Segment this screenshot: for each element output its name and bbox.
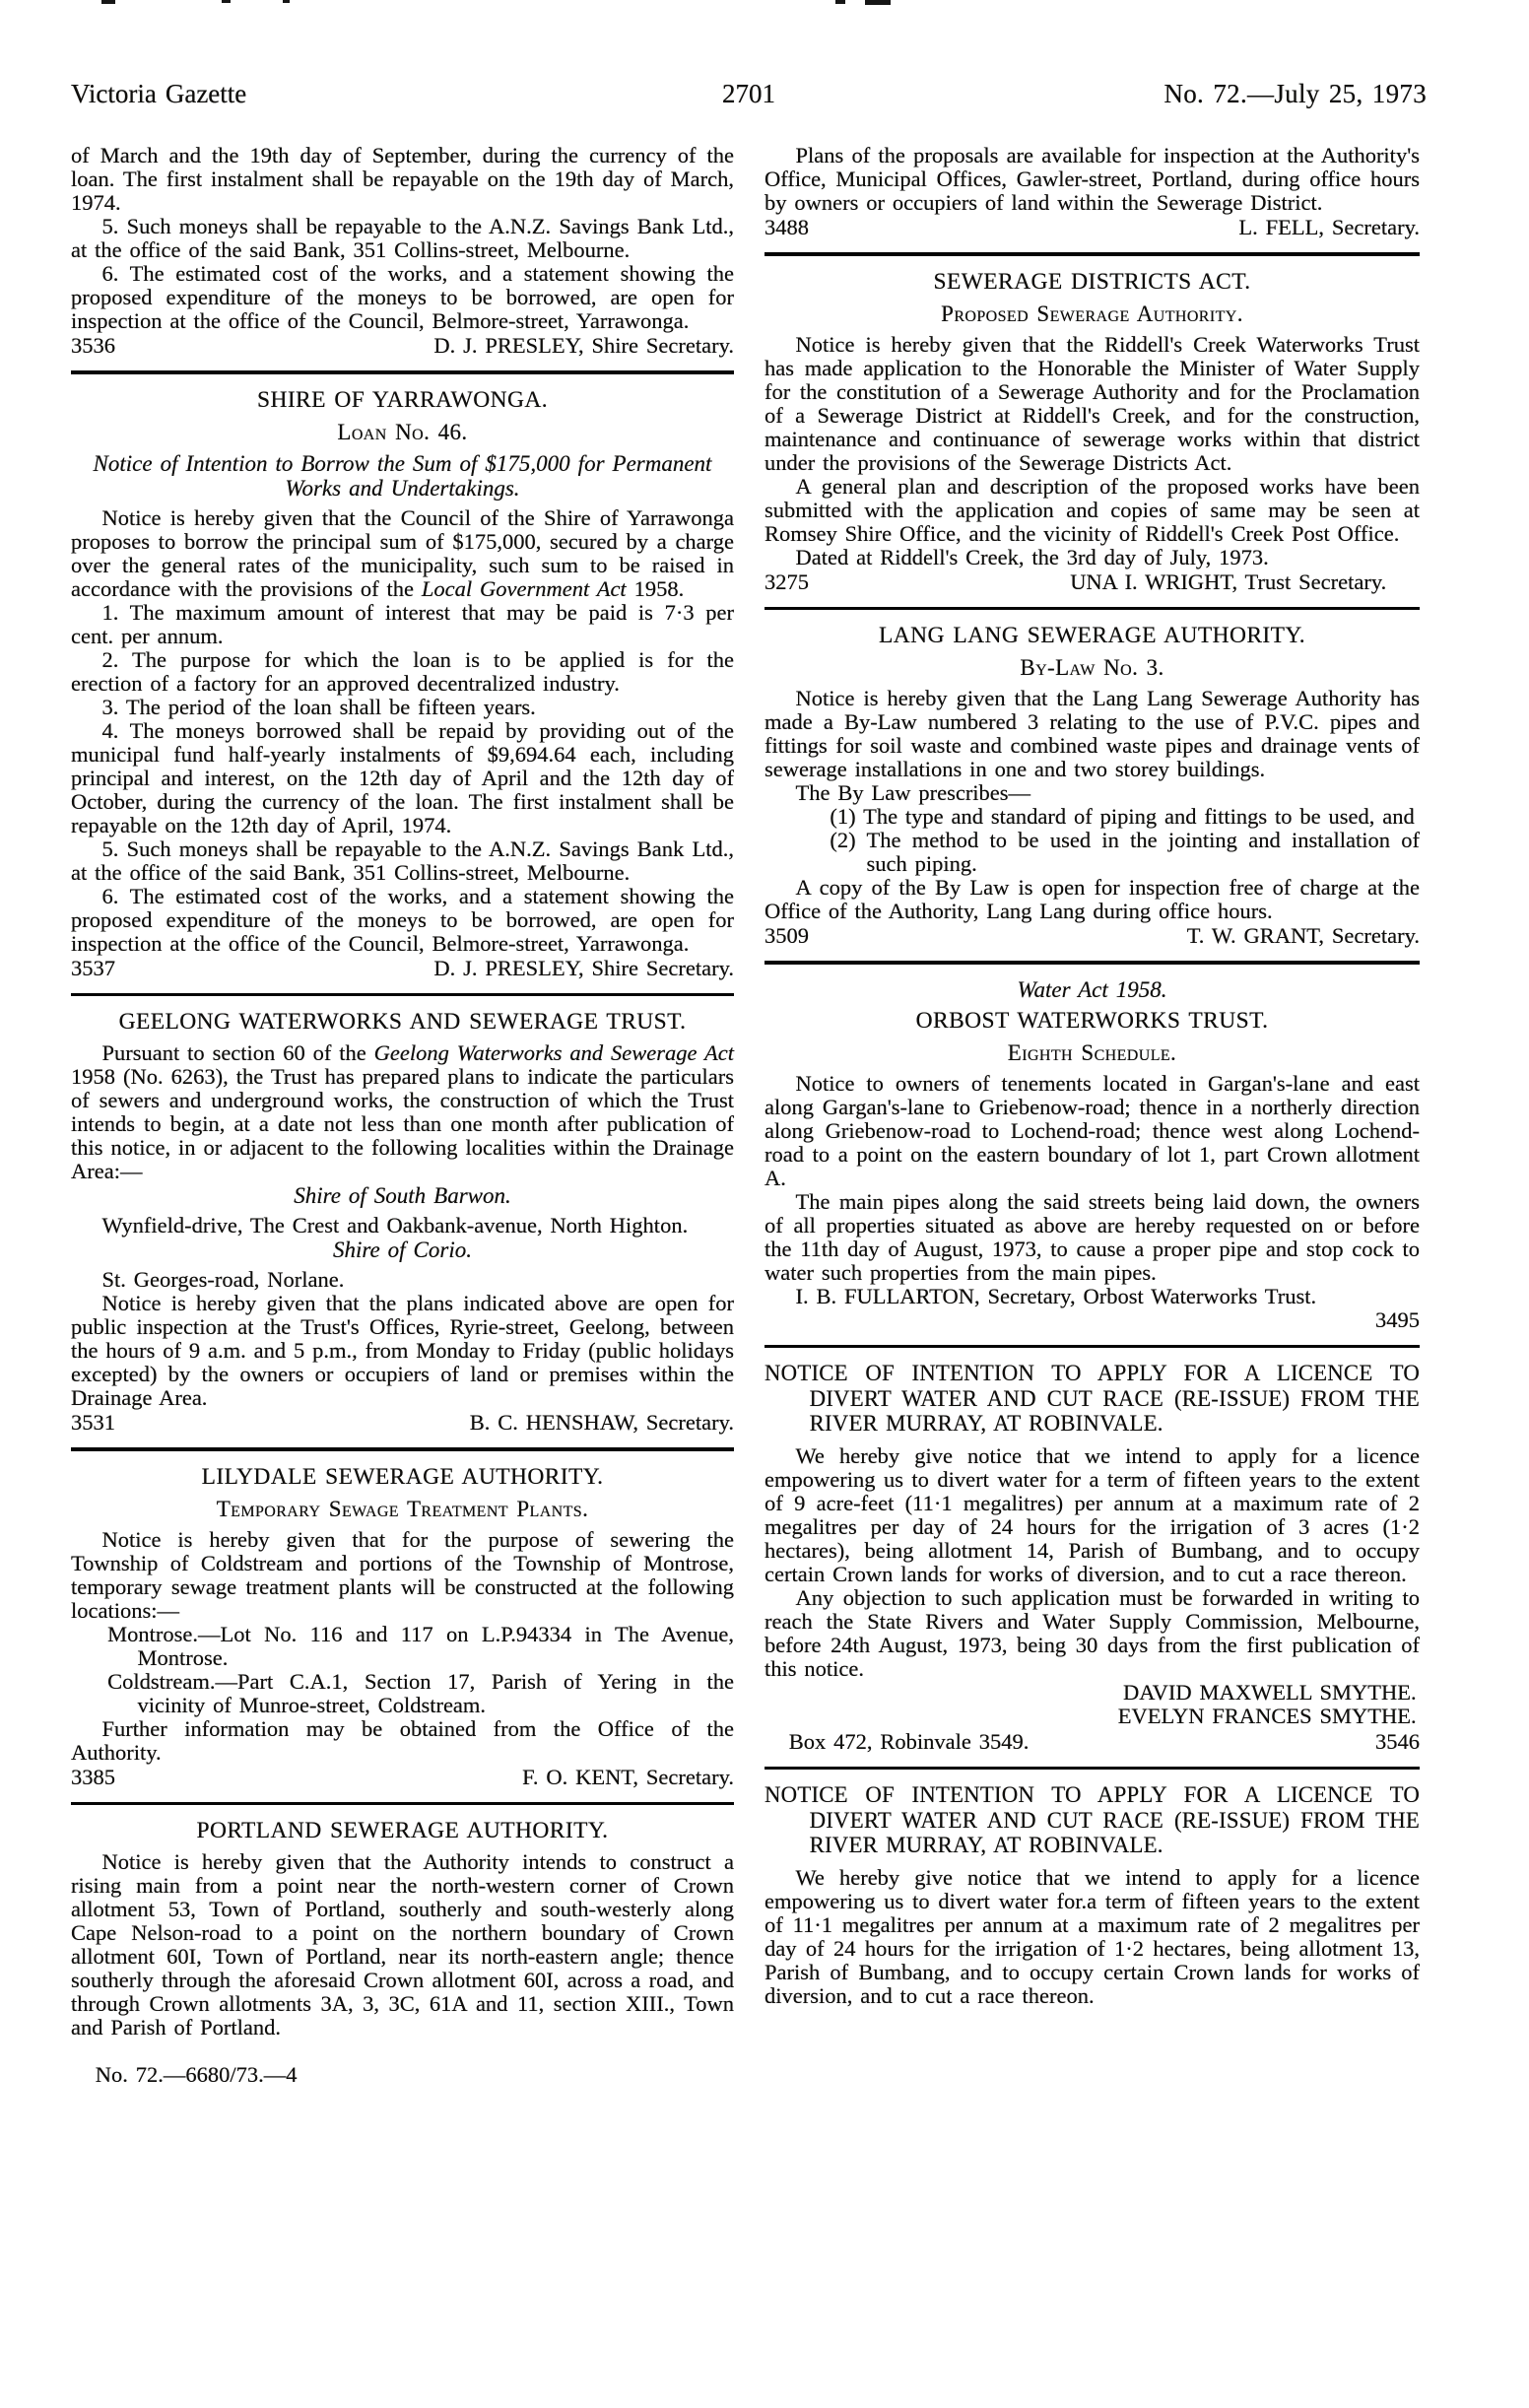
section-rule: [71, 1802, 734, 1806]
section-title: PORTLAND SEWERAGE AUTHORITY.: [196, 1818, 609, 1843]
paragraph: 1. The maximum amount of interest that may be paid is 7·3 per cent. per annum.: [71, 599, 734, 648]
act-name: Water Act: [1017, 976, 1108, 1002]
address-row: [764, 1730, 1420, 1754]
paragraph: The main pipes along the said streets being laid down, the owners of all properties situated as above are hereby requested on or before the 11th day of August, 1973, to cause a proper pipe and stop cock to water such properties from the main pipes.: [764, 1188, 1420, 1285]
paragraph: Any objection to such application must be forwarded in writing to reach the State Rivers and Water Supply Commission, Melbourne, before 24th August, 1973, being 30 days from the first publication of this notice.: [764, 1584, 1420, 1681]
section-rule: [764, 252, 1420, 256]
columns: [71, 144, 1420, 2087]
paragraph: Further information may be obtained from the Office of the Authority.: [71, 1715, 734, 1765]
section-rule: [764, 607, 1420, 611]
paragraph: [71, 506, 734, 601]
section-title: SEWERAGE DISTRICTS ACT.: [933, 268, 1251, 295]
scan-artifact: [835, 0, 845, 4]
paragraph: Notice to owners of tenements located in Gargan's-lane and east along Gargan's-lane to Griebenow-road; thence in a northerly direction along Griebenow-road to Lochend-road; thence west along Lochend-road to a point on the eastern boundary of lot 1, part Crown allotment A.: [764, 1070, 1420, 1190]
paragraph: of March and the 19th day of September, during the currency of the loan. The first instalment shall be repayable on the 19th day of March, 1974.: [71, 143, 734, 215]
locality-heading: Shire of South Barwon.: [294, 1183, 511, 1208]
notice-title: NOTICE OF INTENTION TO APPLY FOR A LICENCE TO DIVERT WATER AND CUT RACE (RE-ISSUE) FROM THE RIVER MURRAY, AT ROBINVALE.: [764, 1361, 1420, 1436]
paragraph: A general plan and description of the proposed works have been submitted with the application and copies of same may be seen at Romsey Shire Office, and the vicinity of Riddell's Creek Post Office.: [764, 473, 1420, 546]
paragraph: 2. The purpose for which the loan is to be applied is for the erection of a factory for an approved decentralized industry.: [71, 646, 734, 696]
section-rule: [764, 1767, 1420, 1771]
notice-number: 3495: [1375, 1306, 1420, 1332]
signatory: I. B. FULLARTON, Secretary, Orbost Waterworks Trust.: [795, 1283, 1317, 1308]
paragraph: 3. The period of the loan shall be fifteen years.: [101, 694, 536, 719]
paragraph: Wynfield-drive, The Crest and Oakbank-avenue, North Highton.: [101, 1213, 689, 1237]
section-subtitle: Temporary Sewage Treatment Plants.: [216, 1496, 589, 1521]
notice-number: 3509: [764, 923, 809, 948]
page-header: [71, 79, 1427, 108]
paragraph: 5. Such moneys shall be repayable to the A.N.Z. Savings Bank Ltd., at the office of the said Bank, 351 Collins-street, Melbourne.: [71, 214, 734, 262]
signatory: D. J. PRESLEY, Shire Secretary.: [433, 333, 734, 358]
list-item: (2) The method to be used in the jointing and installation of such piping.: [830, 828, 1420, 876]
page-number: 2701: [722, 79, 775, 108]
notice-number: 3536: [71, 333, 115, 358]
paragraph: Plans of the proposals are available for inspection at the Authority's Office, Municipal Offices, Gawler-street, Portland, during office hours by owners or occupiers of land within the Sewerage District.: [764, 143, 1420, 215]
paragraph: Notice is hereby given that the plans indicated above are open for public inspection at the Trust's Offices, Ryrie-street, Geelong, between the hours of 9 a.m. and 5 p.m., from Monday to Friday (public holidays excepted) by the owners or occupiers of land or premises within the Drainage Area.: [71, 1291, 734, 1410]
notice-number: 3385: [71, 1764, 115, 1789]
scan-artifact: [283, 0, 290, 3]
section-subtitle: Eighth Schedule.: [1007, 1039, 1177, 1065]
scan-artifact: [101, 0, 115, 4]
signature-row: [764, 924, 1420, 948]
paragraph: Notice is hereby given that for the purpose of sewering the Township of Coldstream and portions of the Township of Montrose, temporary sewage treatment plants will be constructed at the following locations:—: [71, 1526, 734, 1623]
section-title: LILYDALE SEWERAGE AUTHORITY.: [201, 1463, 604, 1490]
signatory: B. C. HENSHAW, Secretary.: [469, 1410, 734, 1435]
section-rule: [764, 1345, 1420, 1349]
notice-number: 3531: [71, 1410, 115, 1435]
signature-row: [71, 957, 734, 980]
scan-artifact: [222, 0, 231, 3]
paragraph: 6. The estimated cost of the works, and a statement showing the proposed expenditure of the moneys to be borrowed, are open for inspection at the office of the Council, Belmore-street, Yarrawonga.: [71, 261, 734, 333]
section-title: SHIRE OF YARRAWONGA.: [256, 386, 549, 413]
paragraph: The By Law prescribes—: [795, 780, 1031, 805]
list-item: (1) The type and standard of piping and fittings to be used, and: [830, 804, 1415, 829]
paragraph-text: 1958 (No. 6263), the Trust has prepared plans to indicate the particulars of sewers and underground works, the construction of which the Trust intends to begin, at a date not less than one month after publication of this notice, in or adjacent to the following localities within the Drainage Area:—: [71, 1064, 734, 1183]
signatory: T. W. GRANT, Secretary.: [1186, 923, 1420, 948]
signatory: D. J. PRESLEY, Shire Secretary.: [433, 955, 734, 980]
paragraph: [71, 1041, 734, 1183]
notice-heading: Notice of Intention to Borrow the Sum of $175,000 for Permanent Works and Undertakings.: [93, 450, 712, 501]
signatory: UNA I. WRIGHT, Trust Secretary.: [1070, 569, 1387, 594]
section-title: ORBOST WATERWORKS TRUST.: [915, 1007, 1269, 1034]
paragraph-text: Notice is hereby given that the Council of the Shire of Yarrawonga proposes to borrow the principal sum of $175,000, secured by a charge over the general rates of the municipality, such sum to be raised in accordance with the provisions of the: [71, 504, 734, 601]
signature-row: [71, 1411, 734, 1435]
issue-date: No. 72.—July 25, 1973: [1163, 79, 1427, 108]
paragraph: We hereby give notice that we intend to apply for a licence empowering us to divert water for.a term of fifteen years to the extent of 11·1 megalitres per annum at a maximum rate of 2 megalitres per day of 24 hours for the irrigation of 1·2 hectares, being allotment 13, Parish of Bumbang, and to occupy certain Crown lands for works of diversion, and to cut a race thereon.: [764, 1864, 1420, 2008]
locality-heading: Shire of Corio.: [332, 1237, 472, 1262]
signature-row: [764, 216, 1420, 239]
act-year: 1958.: [1115, 976, 1167, 1002]
notice-number: 3275: [764, 569, 809, 594]
section-subtitle: By-Law No. 3.: [1020, 655, 1164, 680]
paragraph: A copy of the By Law is open for inspection free of charge at the Office of the Authority, Lang Lang during office hours.: [764, 875, 1420, 923]
signatory: EVELYN FRANCES SMYTHE.: [1117, 1703, 1417, 1728]
section-rule: [764, 961, 1420, 965]
paragraph-text: Pursuant to section 60 of the: [101, 1040, 374, 1065]
notice-number: 3546: [1375, 1728, 1420, 1754]
signature-row: [764, 570, 1420, 594]
section-title: LANG LANG SEWERAGE AUTHORITY.: [878, 623, 1306, 648]
section-rule: [71, 1447, 734, 1451]
address: Box 472, Robinvale 3549.: [788, 1728, 1030, 1754]
paragraph: 6. The estimated cost of the works, and a statement showing the proposed expenditure of the moneys to be borrowed, are open for inspection at the office of the Council, Belmore-street, Yarrawonga.: [71, 883, 734, 956]
signature-paragraph: [764, 1285, 1420, 1332]
signature-row: [71, 334, 734, 358]
paragraph: 4. The moneys borrowed shall be repaid by providing out of the municipal fund half-yearly instalments of $9,694.64 each, including principal and interest, on the 12th day of April and the 12th day of October, during the currency of the loan. The first instalment shall be repayable on the 12th day of April, 1974.: [71, 717, 734, 837]
act-name: Local Government Act: [421, 575, 627, 601]
signatory: L. FELL, Secretary.: [1238, 215, 1420, 239]
paragraph-text: 1958.: [626, 575, 685, 601]
section-subtitle: Loan No. 46.: [337, 419, 468, 444]
left-column: [71, 144, 734, 2087]
signatory: F. O. KENT, Secretary.: [522, 1764, 734, 1789]
printers-imprint: No. 72.—6680/73.—4: [95, 2062, 298, 2087]
notice-number: 3488: [764, 215, 809, 239]
notice-title: NOTICE OF INTENTION TO APPLY FOR A LICENCE TO DIVERT WATER AND CUT RACE (RE-ISSUE) FROM THE RIVER MURRAY, AT ROBINVALE.: [764, 1782, 1420, 1857]
paragraph: We hereby give notice that we intend to apply for a licence empowering us to divert water for a term of fifteen years to the extent of 9 acre-feet (11·1 megalitres) per annum at a maximum rate of 2 megalitres per day of 24 hours for the irrigation of 3 acres (1·2 hectares), being allotment 14, Parish of Bumbang, and to occupy certain Crown lands for works of diversion, and to cut a race thereon.: [764, 1442, 1420, 1586]
location-item: Montrose.—Lot No. 116 and 117 on L.P.94334 in The Avenue, Montrose.: [107, 1621, 734, 1670]
location-item: Coldstream.—Part C.A.1, Section 17, Parish of Yering in the vicinity of Munroe-street, Coldstream.: [107, 1668, 734, 1717]
paragraph: St. Georges-road, Norlane.: [101, 1267, 345, 1292]
paragraph: Dated at Riddell's Creek, the 3rd day of July, 1973.: [795, 544, 1269, 569]
section-title: GEELONG WATERWORKS AND SEWERAGE TRUST.: [118, 1009, 687, 1035]
paragraph: 5. Such moneys shall be repayable to the A.N.Z. Savings Bank Ltd., at the office of the said Bank, 351 Collins-street, Melbourne.: [71, 836, 734, 885]
act-name: Geelong Waterworks and Sewerage Act: [373, 1040, 735, 1065]
act-heading: [784, 977, 1400, 1002]
section-rule: [71, 993, 734, 997]
signatory: DAVID MAXWELL SMYTHE.: [1123, 1679, 1417, 1705]
section-rule: [71, 370, 734, 374]
section-subtitle: Proposed Sewerage Authority.: [941, 301, 1243, 326]
signature-row: [71, 1766, 734, 1789]
notice-number: 3537: [71, 955, 115, 980]
journal-title: Victoria Gazette: [71, 79, 247, 108]
right-column: [764, 144, 1420, 2087]
paragraph: Notice is hereby given that the Lang Lang Sewerage Authority has made a By-Law numbered 3 relating to the use of P.V.C. pipes and fittings for soil waste and combined waste pipes and drainage vents of sewerage installations in one and two storey buildings.: [764, 686, 1420, 781]
paragraph: Notice is hereby given that the Riddell's Creek Waterworks Trust has made application to the Honorable the Minister of Water Supply for the constitution of a Sewerage Authority and for the Proclamation of a Sewerage District at Riddell's Creek, and for the construction, maintenance and continuance of sewerage works within that district under the provisions of the Sewerage Districts Act.: [764, 331, 1420, 475]
scan-artifact: [865, 0, 891, 5]
paragraph: Notice is hereby given that the Authority intends to construct a rising main from a point near the north-western corner of Crown allotment 53, Town of Portland, southerly and south-westerly along Cape Nelson-road to a point on the northern boundary of Crown allotment 60I, Town of Portland, near its north-eastern angle; thence southerly through the aforesaid Crown allotment 60I, across a road, and through Crown allotments 3A, 3, 3C, 61A and 11, section XIII., Town and Parish of Portland.: [71, 1849, 734, 2040]
